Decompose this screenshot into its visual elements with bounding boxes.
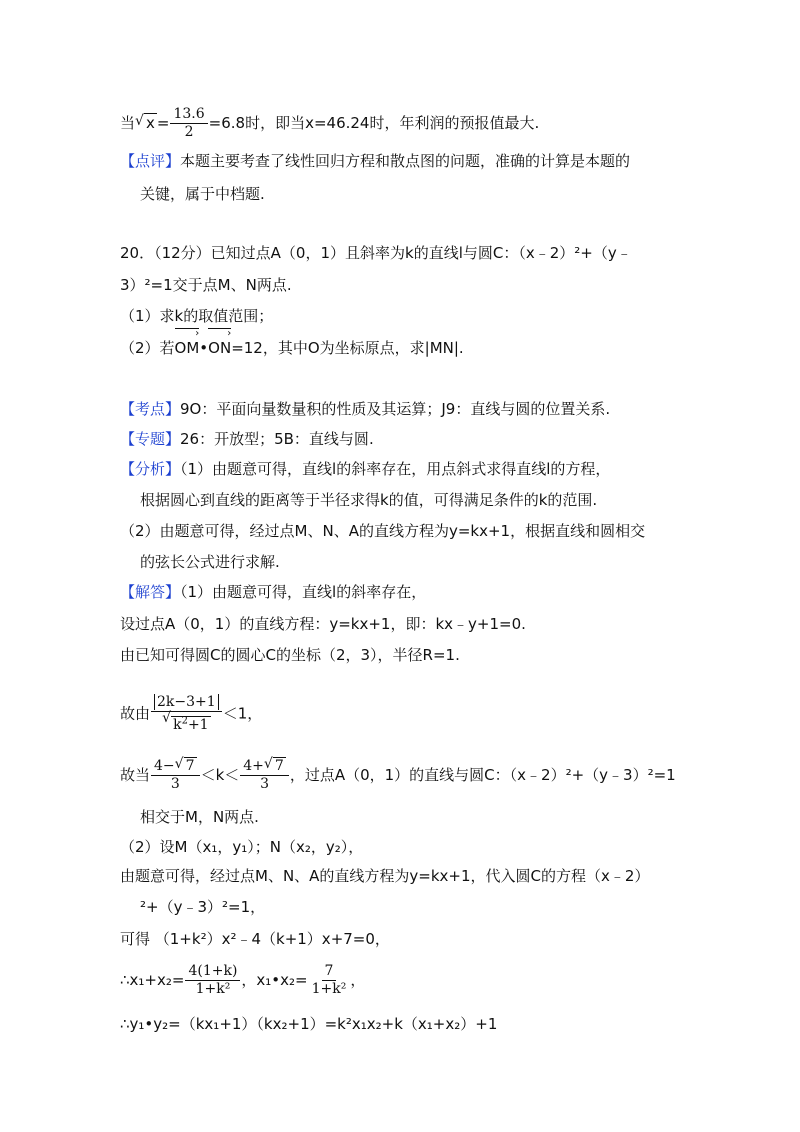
problem-line-2: 3）²=1交于点M、N两点. bbox=[120, 276, 292, 294]
fraction-upper: 4+ √ 7 3 bbox=[240, 758, 289, 793]
fenxi-line-4: 的弦长公式进行求解. bbox=[140, 553, 280, 571]
comment-line-2: 关键，属于中档题. bbox=[140, 185, 265, 203]
formula-line-1: 当 √ x = $\frac{13.6}{2}$ =6.8时，即当x=46.24时，年利润的预报值最大. bbox=[120, 106, 540, 140]
jieda-line-12: ∴y₁•y₂=（kx₁+1）（kx₂+1）=k²x₁x₂+k（x₁+x₂）+1 bbox=[120, 1015, 498, 1033]
question-1: （1）求k的取值范围； bbox=[120, 307, 274, 325]
jieda-line-9: ²+（y﹣3）²=1， bbox=[140, 898, 266, 916]
fenxi-line-3: （2）由题意可得，经过点M、N、A的直线方程为y=kx+1，根据直线和圆相交 bbox=[120, 522, 646, 540]
jieda-line-7: （2）设M（x₁，y₁）；N（x₂，y₂）， bbox=[120, 838, 364, 856]
vector-om: › OM bbox=[174, 328, 200, 357]
comment-line-1: 【点评】本题主要考查了线性回归方程和散点图的问题，准确的计算是本题的 bbox=[120, 152, 631, 170]
question-2: （2）若 › OM• › ON=12，其中O为坐标原点，求|MN|. bbox=[120, 328, 464, 357]
jieda-line-6: 相交于M，N两点. bbox=[140, 808, 259, 826]
jieda-line-3: 由已知可得圆C的圆心C的坐标（2，3），半径R=1. bbox=[120, 646, 460, 664]
jieda-line-2: 设过点A（0，1）的直线方程：y=kx+1，即：kx﹣y+1=0. bbox=[120, 615, 526, 633]
jieda-tag: 【解答】 bbox=[120, 583, 181, 601]
distance-fraction: 2k−3+1 √ $k^2+1$ bbox=[151, 694, 222, 734]
sum-fraction: $\frac{4(1+k)}{\text{1+k²}}$ bbox=[185, 963, 240, 998]
product-fraction: $\frac{7}{\text{1+k²}}$ bbox=[311, 963, 347, 997]
jieda-line-10: 可得 （1+k²）x²﹣4（k+1）x+7=0， bbox=[120, 930, 390, 948]
kaodian-tag: 【考点】 bbox=[120, 400, 181, 418]
fraction: $\frac{13.6}{2}$ bbox=[170, 106, 207, 141]
jieda-line-11: ∴x₁+x₂= $\frac{4(1+k)}{\text{1+k²}}$ ，x₁•x₂= $\frac{7}{\text{1+k²}}$ ， bbox=[120, 963, 366, 997]
jieda-line-1: 【解答】（1）由题意可得，直线l的斜率存在， bbox=[120, 583, 427, 601]
jieda-line-8: 由题意可得，经过点M、N、A的直线方程为y=kx+1，代入圆C的方程（x﹣2） bbox=[120, 867, 650, 885]
text: =6.8时，即当x=46.24时，年利润的预报值最大. bbox=[208, 114, 540, 132]
kaodian-line: 【考点】9O：平面向量数量积的性质及其运算；J9：直线与圆的位置关系. bbox=[120, 400, 611, 418]
zhuanti-tag: 【专题】 bbox=[120, 430, 181, 448]
jieda-line-4: 故由 2k−3+1 √ $k^2+1$ ＜1， bbox=[120, 694, 263, 733]
text: 当 bbox=[120, 114, 136, 132]
jieda-line-5: 故当 4− √ 7 3 ＜k＜ 4+ √ 7 3 ，过点A（0，1）的直线与圆C：（x﹣2）²+（y﹣3）²=1 bbox=[120, 756, 676, 792]
zhuanti-line: 【专题】26：开放型；5B：直线与圆. bbox=[120, 430, 374, 448]
sqrt-x: √ x bbox=[135, 113, 155, 132]
fenxi-line-2: 根据圆心到直线的距离等于半径求得k的值，可得满足条件的k的范围. bbox=[140, 491, 598, 509]
fenxi-tag: 【分析】 bbox=[120, 460, 181, 478]
fenxi-line-1: 【分析】（1）由题意可得，直线l的斜率存在，用点斜式求得直线l的方程， bbox=[120, 460, 611, 478]
comment-tag: 【点评】 bbox=[120, 152, 181, 170]
vector-on: › ON bbox=[208, 328, 232, 357]
fraction-lower: 4− √ 7 3 bbox=[151, 758, 200, 793]
problem-line-1: 20．（12分）已知过点A（0，1）且斜率为k的直线l与圆C：（x﹣2）²+（y﹣ bbox=[120, 244, 632, 262]
